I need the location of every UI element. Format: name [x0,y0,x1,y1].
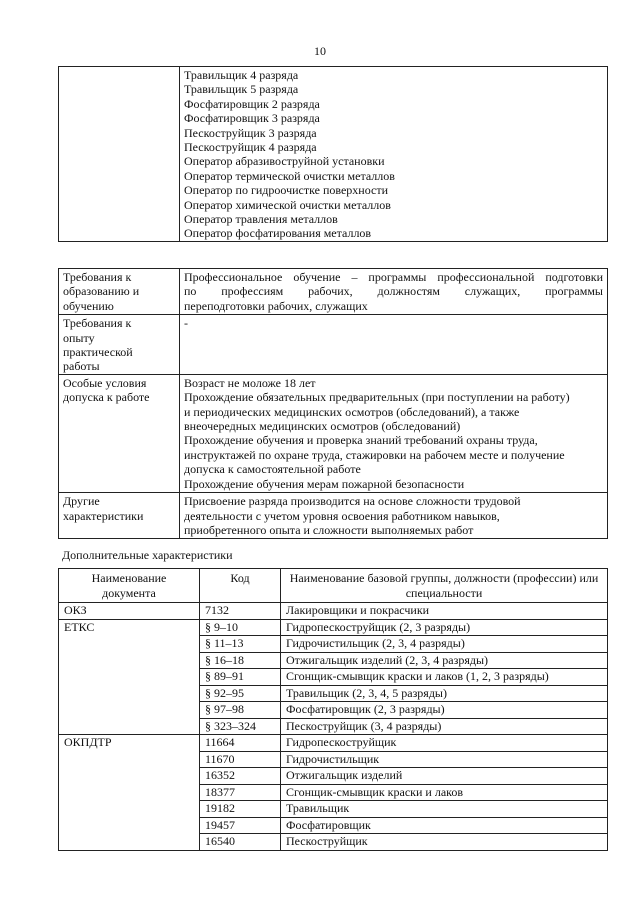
empty-cell [59,67,180,242]
list-item: Оператор термической очистки металлов [184,168,395,183]
table-row: § 16–18 Отжигальщик изделий (2, 3, 4 разряды) [59,652,608,669]
header-document: Наименование документа [59,569,200,603]
row-label: Другие характеристики [59,493,180,539]
table-row: § 97–98 Фосфатировщик (2, 3 разряды) [59,702,608,719]
list-item: Оператор по гидроочистке поверхности [184,183,389,198]
table-row [59,374,608,492]
row-label: Требования к опыту практической работы [59,315,180,375]
list-item: Оператор абразивоструйной установки [184,154,385,169]
list-item: Пескоструйщик 4 разряда [184,140,317,155]
list-item: Оператор фосфатирования металлов [184,226,372,241]
table-row [59,315,608,375]
table-row: 19457 Фосфатировщик [59,817,608,834]
table-row: § 323–324 Пескоструйщик (3, 4 разряды) [59,718,608,735]
list-item: Оператор химической очистки металлов [184,197,391,212]
page-number: 10 [314,44,326,58]
table-row: ОКПДТР 11664 Гидропескоструйщик [59,735,608,752]
list-item: Фосфатировщик 3 разряда [184,111,320,126]
row-label: Требования к образованию и обучению [59,269,180,315]
list-item: Травильщик 5 разряда [184,82,299,97]
table-row: 18377 Сгонщик-смывщик краски и лаков [59,784,608,801]
row-value: Возраст не моложе 18 лет Прохождение обязательных предварительных (при поступлении на работу) и периодических медицинских осмотров (обследований), а также внеочередных медицинских осмотров (обследований) Прохождение обучения и проверка знаний требований охраны труда, инструктажей по охране труда, стажировки на рабочем месте и получение допуска к самостоятельной работе Прохождение обучения мерам пожарной безопасности [180,374,608,492]
section-title: Дополнительные характеристики [62,548,233,562]
row-value: - [180,315,608,375]
table-row [59,493,608,539]
table-header-row [59,569,608,603]
table-row: 16540 Пескоструйщик [59,834,608,851]
list-item: Фосфатировщик 2 разряда [184,96,320,111]
table-row: ЕТКС § 9–10 Гидропескоструйщик (2, 3 разряды) [59,619,608,636]
table-row: 16352 Отжигальщик изделий [59,768,608,785]
table-row: § 92–95 Травильщик (2, 3, 4, 5 разряды) [59,685,608,702]
row-value: Профессиональное обучение – программы профессиональной подготовки по профессиям рабочих, должностям служащих, программы переподготовки рабочих, служащих [180,269,608,315]
classification-table [58,568,608,851]
row-value: Присвоение разряда производится на основе сложности трудовой деятельности с учетом уровня освоения работником навыков, приобретенного опыта и сложности выполняемых работ [180,493,608,539]
header-name: Наименование базовой группы, должности (профессии) или специальности [281,569,608,603]
table-row: 11670 Гидрочистильщик [59,751,608,768]
list-item: Травильщик 4 разряда [184,68,299,82]
table-row: ОКЗ 7132 Лакировщики и покрасчики [59,603,608,620]
row-label: Особые условия допуска к работе [59,374,180,492]
professions-table [58,66,608,242]
table-row: § 89–91 Сгонщик-смывщик краски и лаков (1, 2, 3 разряды) [59,669,608,686]
requirements-table [58,268,608,539]
table-row: § 11–13 Гидрочистильщик (2, 3, 4 разряды) [59,636,608,653]
header-code: Код [200,569,281,603]
table-row: 19182 Травильщик [59,801,608,818]
professions-list [180,67,608,242]
table-row [59,269,608,315]
list-item: Оператор травления металлов [184,212,338,227]
list-item: Пескоструйщик 3 разряда [184,125,317,140]
